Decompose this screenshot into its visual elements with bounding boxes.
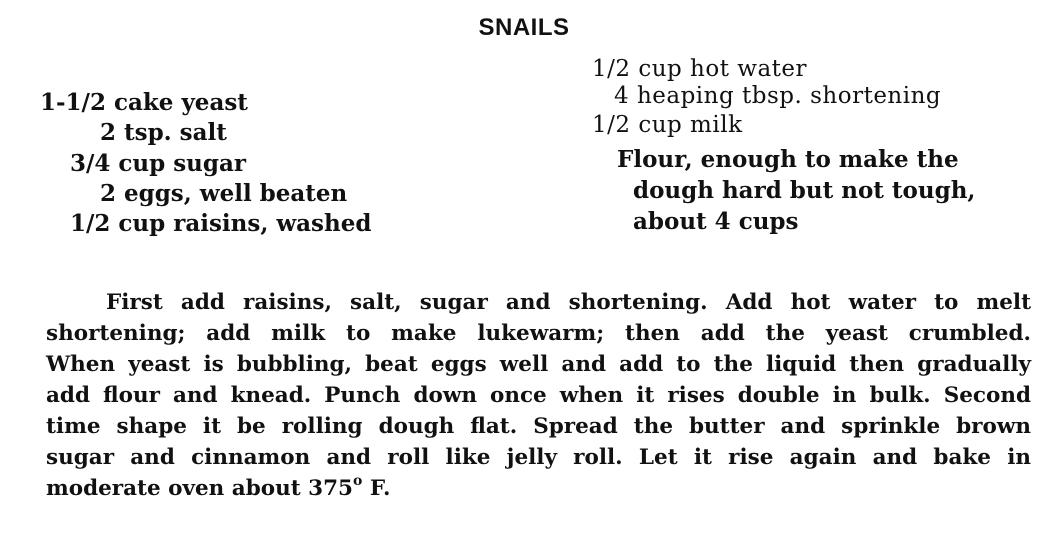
ingredient-eggs: 2 eggs, well beaten [100,180,348,207]
ingredient-raisins: 1/2 cup raisins, washed [70,210,372,237]
ingredient-hot-water: 1/2 cup hot water [592,56,808,82]
ingredient-salt: 2 tsp. salt [100,119,227,146]
instruction-line-final [46,473,1031,504]
instructions-paragraph [46,287,1036,504]
recipe-title: SNAILS [478,14,570,41]
ingredient-flour-line-3: about 4 cups [633,208,799,235]
instruction-text: moderate oven about 375 [46,476,354,501]
temperature-unit: F. [362,476,391,501]
instruction-line: shortening; add milk to make lukewarm; then add the yeast crumbled. [46,321,1031,346]
ingredient-flour-line-1: Flour, enough to make the [617,146,959,173]
ingredient-yeast: 1-1/2 cake yeast [40,89,248,116]
instruction-line: add flour and knead. Punch down once when it rises double in bulk. Second [46,383,1031,408]
instruction-line: sugar and cinnamon and roll like jelly roll. Let it rise again and bake in [46,445,1031,470]
ingredient-sugar: 3/4 cup sugar [70,150,247,177]
ingredient-shortening: 4 heaping tbsp. shortening [614,83,942,109]
ingredient-milk: 1/2 cup milk [592,112,743,138]
ingredient-flour-line-2: dough hard but not tough, [633,177,976,204]
instruction-line: First add raisins, salt, sugar and shortening. Add hot water to melt [106,290,1031,315]
degree-symbol: o [353,473,363,489]
instruction-line: time shape it be rolling dough flat. Spread the butter and sprinkle brown [46,414,1031,439]
instruction-line: When yeast is bubbling, beat eggs well and add to the liquid then gradually [46,352,1031,377]
